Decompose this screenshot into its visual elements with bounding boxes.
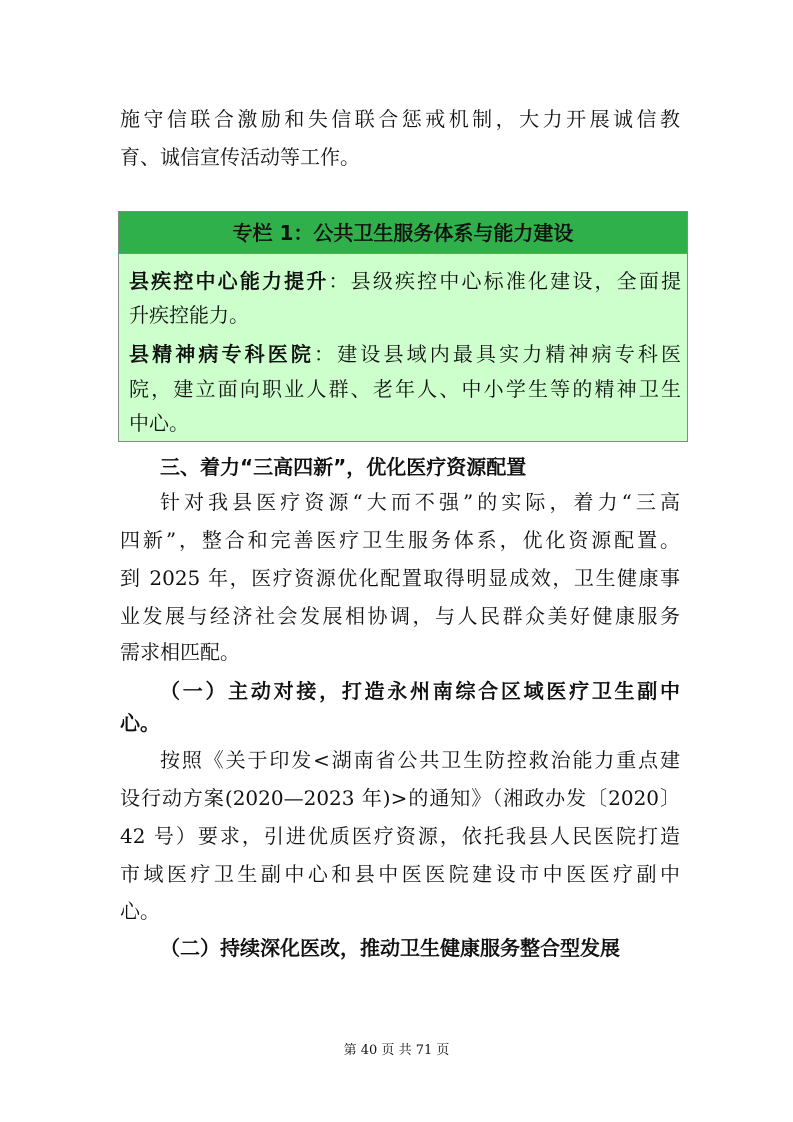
subsection-1-heading-line-1: （一）主动对接，打造永州南综合区域医疗卫生副中 — [160, 679, 680, 703]
section-heading: 三、着力“三高四新”，优化医疗资源配置 — [160, 455, 527, 479]
subsection-1-para-line-3: 42 号）要求，引进优质医疗资源，依托我县人民医院打造 — [120, 824, 680, 848]
section-para-line-5: 需求相匹配。 — [120, 640, 240, 664]
column-item-2-text-1: ：建设县域内最具实力精神病专科医 — [314, 342, 682, 366]
column-item-2-label: 县精神病专科医院 — [129, 342, 315, 366]
subsection-1-heading-line-2: 心。 — [120, 711, 160, 735]
subsection-1-para-line-5: 心。 — [120, 899, 160, 923]
intro-line-1: 施守信联合激励和失信联合惩戒机制，大力开展诚信教 — [120, 107, 680, 131]
column-item-2-line-3: 中心。 — [129, 411, 189, 435]
section-para-line-4: 业发展与经济社会发展相协调，与人民群众美好健康服务 — [120, 604, 680, 628]
section-para-line-2: 四新”，整合和完善医疗卫生服务体系，优化资源配置。 — [120, 528, 680, 552]
subsection-1-para-line-4: 市域医疗卫生副中心和县中医医院建设市中医医疗副中 — [120, 862, 680, 886]
column-box-header — [119, 212, 687, 254]
section-para-line-3: 到 2025 年，医疗资源优化配置取得明显成效，卫生健康事 — [120, 566, 680, 590]
page-number: 第 40 页 共 71 页 — [343, 1043, 450, 1058]
column-box-title: 专栏 1：公共卫生服务体系与能力建设 — [232, 221, 574, 245]
column-item-1-label: 县疾控中心能力提升 — [129, 269, 329, 293]
section-para-line-1: 针对我县医疗资源“大而不强”的实际，着力“三高 — [160, 490, 680, 514]
column-item-2-line-2: 院，建立面向职业人群、老年人、中小学生等的精神卫生 — [129, 377, 681, 401]
subsection-1-para-line-1: 按照《关于印发<湖南省公共卫生防控救治能力重点建 — [160, 748, 680, 772]
column-item-1-line-1 — [129, 268, 681, 294]
subsection-1-para-line-2: 设行动方案(2020—2023 年)>的通知》（湘政办发〔2020〕 — [120, 786, 680, 810]
column-item-1-line-2: 升疾控能力。 — [129, 303, 249, 327]
subsection-2-heading: （二）持续深化医改，推动卫生健康服务整合型发展 — [160, 936, 620, 960]
column-box — [118, 211, 688, 442]
intro-line-2: 育、诚信宣传活动等工作。 — [120, 145, 360, 169]
column-item-1-text-1: ：县级疾控中心标准化建设，全面提 — [328, 269, 681, 293]
column-item-2-line-1 — [129, 341, 681, 367]
